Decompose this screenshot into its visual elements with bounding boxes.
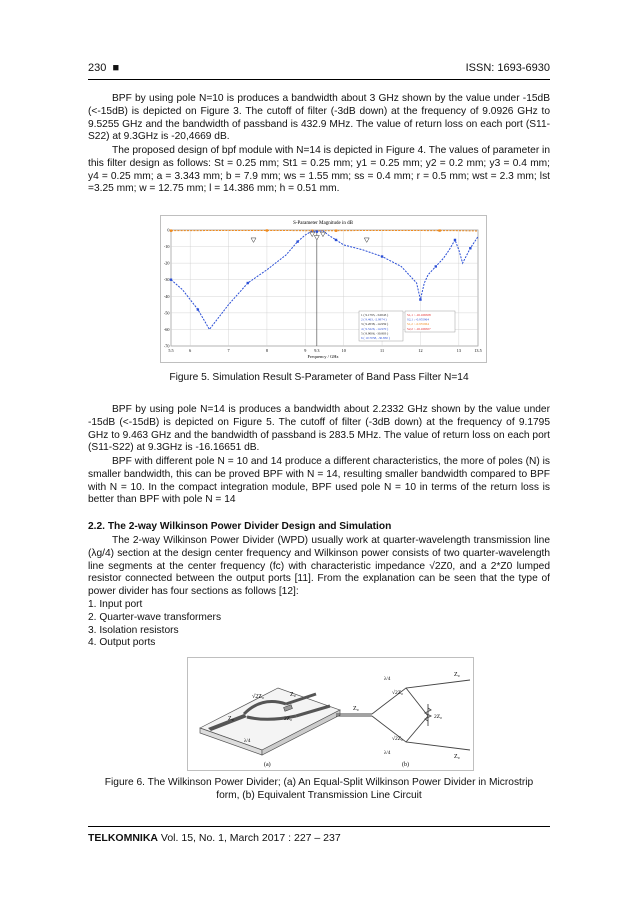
section-heading: 2.2. The 2-way Wilkinson Power Divider Design and Simulation bbox=[88, 521, 392, 532]
z0-label: Z₀ bbox=[228, 716, 234, 722]
marker-table-row: 1 ( 9.1795, -3.0043 ) bbox=[361, 313, 389, 317]
journal-name: TELKOMNIKA bbox=[88, 832, 158, 844]
data-point bbox=[170, 229, 172, 231]
x-tick-label: 12 bbox=[418, 348, 423, 353]
sqrt2z0-label: √2Z₀ bbox=[252, 694, 265, 700]
legend-row: S1,1 : -16.166508 bbox=[407, 313, 431, 317]
footer-rule bbox=[88, 826, 550, 827]
x-tick-label: 8 bbox=[265, 348, 268, 353]
page-number: 230 ■ bbox=[88, 62, 120, 74]
sqrt2z0-label: √2Z₀ bbox=[392, 736, 404, 742]
label-b: (b) bbox=[402, 762, 409, 768]
x-tick-label: 11 bbox=[380, 348, 385, 353]
data-point bbox=[435, 265, 437, 267]
z0-label: Z₀ bbox=[454, 754, 460, 760]
chart-title: S-Parameter Magnitude in dB bbox=[293, 221, 353, 226]
marker-table-row: 5 ( 8.9006, -30.803 ) bbox=[361, 331, 389, 336]
data-point bbox=[247, 282, 249, 284]
legend-row: S1,2 : -0.955964 bbox=[407, 322, 429, 327]
data-point bbox=[469, 247, 471, 249]
data-point bbox=[454, 239, 456, 241]
data-point bbox=[197, 308, 199, 310]
issn: ISSN: 1693-6930 bbox=[465, 62, 550, 74]
paragraph-3: BPF by using pole N=14 is produces a bandwidth about 2.2332 GHz shown by the value under -15dB (<-15dB) is depicted on Figure 5. The cutoff of filter (-3dB down) at the frequency of 9.1795 GHz to 9.463 GHz and the bandwidth of passband is 283.5 MHz. The value of return loss on each port (S11-S22) at 9.3GHz is -16.16651 dB. bbox=[88, 404, 550, 454]
y-tick-label: -50 bbox=[163, 310, 170, 316]
data-point bbox=[335, 239, 337, 241]
figure-6-caption bbox=[88, 777, 550, 802]
sqrt2z0-label: √2Z₀ bbox=[392, 690, 404, 696]
paragraph-1: BPF by using pole N=10 is produces a bandwidth about 3 GHz shown by the value under -15dB (<-15dB) is depicted on Figure 3. The cutoff of filter (-3dB down) at the frequency of 9.0926 GHz to 9.5255 GHz and the bandwidth of passband is 432.9 MHz. The value of return loss on each port (S11-S22) at 9.3GHz is -20,4669 dB. bbox=[88, 93, 550, 143]
marker-table-row: 6 ( 10.7058, -30.830 ) bbox=[361, 336, 390, 340]
legend-row: S2,2 : -16.166507 bbox=[407, 326, 431, 331]
square-bullet-icon: ■ bbox=[112, 62, 120, 74]
header-rule bbox=[88, 79, 550, 80]
lambda4-label: λ/4 bbox=[384, 677, 391, 682]
x-tick-label: 13.5 bbox=[474, 348, 482, 353]
caption-line: Figure 6. The Wilkinson Power Divider; (a) An Equal-Split Wilkinson Power Divider in Microstrip bbox=[104, 777, 534, 788]
sections-list bbox=[88, 599, 388, 650]
x-tick-label: 13 bbox=[456, 348, 461, 353]
figure-5-chart bbox=[160, 215, 487, 363]
data-point bbox=[316, 230, 318, 232]
two-z0-label: 2Z₀ bbox=[284, 716, 293, 722]
x-axis-label: Frequency / GHz bbox=[307, 354, 339, 359]
marker-table-row: 4 ( 9.5226, -14.970 ) bbox=[361, 326, 389, 331]
figure-5-caption: Figure 5. Simulation Result S-Parameter of Band Pass Filter N=14 bbox=[169, 372, 469, 383]
figure-6-diagram bbox=[187, 657, 474, 771]
data-point bbox=[266, 229, 268, 231]
z0-label: Z₀ bbox=[290, 692, 296, 698]
y-tick-label: -30 bbox=[163, 277, 170, 283]
s-parameter-chart bbox=[161, 216, 486, 362]
journal-details: Vol. 15, No. 1, March 2017 : 227 – 237 bbox=[158, 832, 341, 844]
wilkinson-divider-diagram bbox=[188, 658, 473, 770]
marker-table-row: 3 ( 9.2038, -14.959 ) bbox=[361, 322, 389, 327]
data-point bbox=[381, 255, 383, 257]
paragraph-2: The proposed design of bpf module with N=14 is depicted in Figure 4. The values of parameter in this filter design as follows: St = 0.25 mm; St1 = 0.25 mm; y1 = 0.25 mm; y2 = 0.2 mm; y3 = 0.4 mm; y4 = 0.25 mm; a = 3.343 mm; b = 7.9 mm; ws = 1.55 mm; ss = 0.4 mm; r = 0.5 mm; wst = 2.3 mm; lst =3.25 mm; w = 12.75 mm; l = 14.386 mm; h = 0.51 mm. bbox=[88, 145, 550, 195]
two-z0-label: 2Z₀ bbox=[434, 714, 443, 720]
x-tick-label: 7 bbox=[227, 348, 230, 353]
legend-row: S2,1 : -0.955964 bbox=[407, 317, 429, 322]
lambda4-label: λ/4 bbox=[244, 739, 251, 744]
y-tick-label: 0 bbox=[167, 227, 170, 233]
footer bbox=[88, 832, 341, 844]
y-tick-label: -10 bbox=[163, 244, 170, 250]
x-tick-label: 6 bbox=[189, 348, 192, 353]
paragraph-4: BPF with different pole N = 10 and 14 produce a different characteristics, the more of poles (N) is smaller bandwidth, this can be proved BPF with N = 14, resulting smaller bandwidth compared to BPF with N = 10. In the compact integration module, BPF used pole N = 10 in terms of the return loss is better than BPF with pole N = 14 bbox=[88, 456, 550, 506]
z0-label: Z₀ bbox=[353, 706, 359, 712]
data-point bbox=[296, 240, 298, 242]
list-item: 4. Output ports bbox=[88, 637, 156, 649]
paragraph-5: The 2-way Wilkinson Power Divider (WPD) usually work at quarter-wavelength transmission line (λg/4) section at the design center frequency and Wilkinson power consists of two quarter-wavelength line segments at the center frequency (fc) with characteristic impedance √2Z0, and a 2*Z0 lumped resistor connected between the output ports [11]. From the explanation can be seen that the type of power divider has four sections as follows [12]: bbox=[88, 535, 550, 598]
x-tick-label: 10 bbox=[341, 348, 346, 353]
y-tick-label: -40 bbox=[163, 293, 170, 299]
data-point bbox=[419, 298, 421, 300]
z0-label: Z₀ bbox=[454, 672, 460, 678]
lambda4-label: λ/4 bbox=[384, 751, 391, 756]
list-item: 2. Quarter-wave transformers bbox=[88, 611, 222, 623]
x-tick-label: 5.5 bbox=[168, 348, 174, 353]
data-point bbox=[170, 279, 172, 281]
label-a: (a) bbox=[264, 762, 271, 768]
caption-line: form, (b) Equivalent Transmission Line Circuit bbox=[216, 789, 422, 801]
y-tick-label: -20 bbox=[163, 260, 170, 266]
list-item: 3. Isolation resistors bbox=[88, 624, 179, 636]
marker-table-row: 2 ( 9.463, -2.9974 ) bbox=[361, 317, 387, 322]
x-tick-label: 9 bbox=[304, 348, 307, 353]
microstrip-drawing bbox=[200, 688, 340, 768]
data-point bbox=[438, 229, 440, 231]
data-point bbox=[335, 229, 337, 231]
list-item: 1. Input port bbox=[88, 599, 143, 610]
y-tick-label: -60 bbox=[163, 326, 170, 332]
y-tick-label: -70 bbox=[163, 343, 170, 349]
x-tick-label: 9.3 bbox=[314, 348, 320, 353]
